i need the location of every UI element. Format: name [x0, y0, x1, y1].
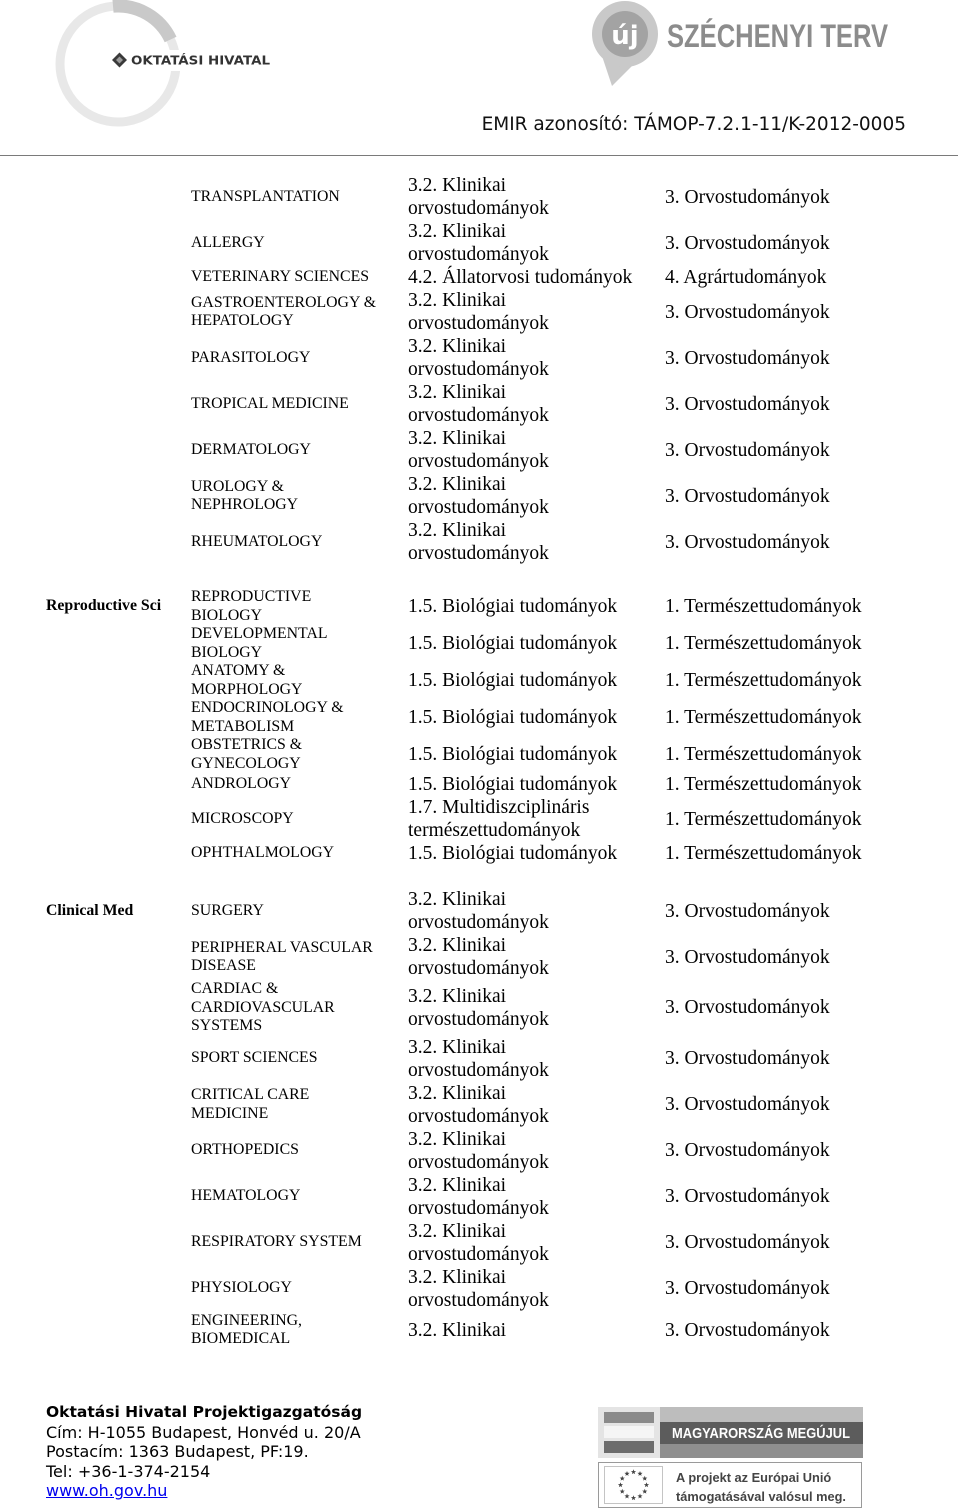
field-cell: 4.2. Állatorvosi tudományok — [408, 267, 633, 288]
group-label: Reproductive Sci — [46, 597, 162, 615]
domain-cell: 1. Természettudományok — [665, 843, 862, 864]
table-row — [0, 1266, 960, 1312]
table-row — [0, 934, 960, 980]
table-row — [0, 266, 960, 289]
field-cell: 3.2. Klinikai orvostudományok — [408, 175, 549, 219]
emir-identifier: EMIR azonosító: TÁMOP-7.2.1-11/K-2012-0005 — [481, 114, 906, 135]
field-cell: 1.5. Biológiai tudományok — [408, 774, 618, 795]
table-row — [0, 427, 960, 473]
subject-cell: RHEUMATOLOGY — [191, 532, 323, 550]
field-cell: 1.5. Biológiai tudományok — [408, 670, 618, 691]
domain-cell: 1. Természettudományok — [665, 744, 862, 765]
subject-cell: PARASITOLOGY — [191, 348, 311, 366]
subject-cell: HEMATOLOGY — [191, 1187, 301, 1205]
field-cell: 3.2. Klinikai orvostudományok — [408, 336, 549, 380]
subject-cell: OBSTETRICS & GYNECOLOGY — [191, 736, 303, 772]
flag-stripes-icon — [598, 1407, 660, 1458]
eu-logo-line2: támogatásával valósul meg. — [676, 1489, 846, 1504]
footer-phone: Tel: +36-1-374-2154 — [46, 1461, 211, 1481]
domain-cell: 3. Orvostudományok — [665, 347, 830, 369]
subject-cell: ANDROLOGY — [191, 775, 292, 793]
table-section — [0, 588, 960, 865]
domain-cell: 3. Orvostudományok — [665, 186, 830, 208]
table-row — [0, 736, 960, 773]
domain-cell: 3. Orvostudományok — [665, 232, 830, 254]
field-cell: 3.2. Klinikai — [408, 1319, 507, 1341]
field-cell: 3.2. Klinikai orvostudományok — [408, 985, 549, 1030]
field-cell: 3.2. Klinikai orvostudományok — [408, 428, 549, 472]
subject-cell: PHYSIOLOGY — [191, 1279, 292, 1297]
domain-cell: 3. Orvostudományok — [665, 1278, 830, 1299]
table-row — [0, 842, 960, 865]
header-divider — [0, 155, 958, 156]
subject-cell: PERIPHERAL VASCULAR DISEASE — [191, 938, 373, 974]
domain-cell: 1. Természettudományok — [665, 774, 862, 795]
subject-cell: CARDIAC & CARDIOVASCULAR SYSTEMS — [191, 980, 335, 1034]
subject-cell: DEVELOPMENTAL BIOLOGY — [191, 625, 327, 661]
field-cell: 1.5. Biológiai tudományok — [408, 744, 618, 765]
field-cell: 3.2. Klinikai orvostudományok — [408, 1174, 549, 1219]
domain-cell: 1. Természettudományok — [665, 596, 862, 617]
subject-cell: TROPICAL MEDICINE — [191, 394, 349, 412]
subject-cell: ANATOMY & MORPHOLOGY — [191, 662, 303, 698]
table-row — [0, 174, 960, 220]
table-row — [0, 773, 960, 796]
table-row — [0, 1220, 960, 1266]
domain-cell: 3. Orvostudományok — [665, 531, 830, 553]
table-row — [0, 796, 960, 842]
table-section — [0, 174, 960, 565]
oktatasi-hivatal-logo — [0, 0, 290, 135]
field-cell: 1.7. Multidiszciplináris természettudományok — [408, 797, 590, 841]
table-row — [0, 1036, 960, 1082]
subject-cell: SURGERY — [191, 901, 264, 919]
domain-cell: 3. Orvostudományok — [665, 1186, 830, 1207]
footer-org-name: Oktatási Hivatal Projektigazgatóság — [46, 1403, 363, 1421]
field-cell: 3.2. Klinikai orvostudományok — [408, 1036, 549, 1081]
table-row — [0, 662, 960, 699]
magyarorszag-logo-text: MAGYARORSZÁG MEGÚJUL — [672, 1425, 879, 1442]
plan-logo-badge: új — [611, 21, 639, 51]
table-section — [0, 888, 960, 1349]
domain-cell: 3. Orvostudományok — [665, 1094, 830, 1115]
field-cell: 3.2. Klinikai orvostudományok — [408, 889, 549, 933]
subject-cell: ENDOCRINOLOGY & METABOLISM — [191, 699, 344, 735]
domain-cell: 4. Agrártudományok — [665, 267, 827, 288]
website-link[interactable]: www.oh.gov.hu — [46, 1481, 168, 1501]
field-cell: 1.5. Biológiai tudományok — [408, 596, 618, 617]
subject-cell: MICROSCOPY — [191, 809, 294, 827]
field-cell: 3.2. Klinikai orvostudományok — [408, 290, 549, 334]
org-logo-text: OKTATÁSI HIVATAL — [131, 53, 256, 68]
domain-cell: 1. Természettudományok — [665, 808, 862, 830]
table-row — [0, 1174, 960, 1220]
domain-cell: 1. Természettudományok — [665, 707, 862, 728]
field-cell: 1.5. Biológiai tudományok — [408, 633, 618, 654]
plan-logo-text: SZÉCHENYI TERV — [667, 18, 889, 54]
subject-cell: OPHTHALMOLOGY — [191, 844, 335, 862]
domain-cell: 3. Orvostudományok — [665, 997, 830, 1019]
table-row — [0, 381, 960, 427]
group-label: Clinical Med — [46, 901, 134, 919]
subject-cell: TRANSPLANTATION — [191, 187, 340, 205]
domain-cell: 3. Orvostudományok — [665, 1319, 830, 1341]
field-cell: 3.2. Klinikai orvostudományok — [408, 1082, 549, 1127]
subject-cell: GASTROENTEROLOGY & HEPATOLOGY — [191, 293, 377, 329]
footer-address: Cím: H-1055 Budapest, Honvéd u. 20/A — [46, 1422, 361, 1442]
logo-ring-accent — [113, 6, 171, 40]
subject-cell: ALLERGY — [191, 233, 265, 251]
subject-cell: SPORT SCIENCES — [191, 1049, 318, 1067]
table-row — [0, 220, 960, 266]
domain-cell: 1. Természettudományok — [665, 633, 862, 654]
field-cell: 3.2. Klinikai orvostudományok — [408, 221, 549, 265]
classification-table — [0, 174, 960, 1349]
table-row — [0, 335, 960, 381]
domain-cell: 1. Természettudományok — [665, 670, 862, 691]
field-cell: 3.2. Klinikai orvostudományok — [408, 1266, 549, 1311]
domain-cell: 3. Orvostudományok — [665, 439, 830, 461]
table-row — [0, 888, 960, 934]
footer-postal-address: Postacím: 1363 Budapest, PF:19. — [46, 1442, 309, 1462]
subject-cell: DERMATOLOGY — [191, 440, 311, 458]
domain-cell: 3. Orvostudományok — [665, 1140, 830, 1161]
table-row — [0, 699, 960, 736]
field-cell: 3.2. Klinikai orvostudományok — [408, 382, 549, 426]
subject-cell: UROLOGY & NEPHROLOGY — [191, 477, 299, 513]
table-row — [0, 625, 960, 662]
field-cell: 3.2. Klinikai orvostudományok — [408, 474, 549, 518]
domain-cell: 3. Orvostudományok — [665, 301, 830, 323]
table-row — [0, 519, 960, 565]
domain-cell: 3. Orvostudományok — [665, 1048, 830, 1069]
field-cell: 1.5. Biológiai tudományok — [408, 843, 618, 864]
table-row — [0, 1128, 960, 1174]
table-row — [0, 1312, 960, 1349]
field-cell: 3.2. Klinikai orvostudományok — [408, 1128, 549, 1173]
domain-cell: 3. Orvostudományok — [665, 900, 830, 922]
domain-cell: 3. Orvostudományok — [665, 393, 830, 415]
subject-cell: CRITICAL CARE MEDICINE — [191, 1086, 310, 1122]
table-row — [0, 588, 960, 625]
field-cell: 3.2. Klinikai orvostudományok — [408, 520, 549, 564]
domain-cell: 3. Orvostudományok — [665, 1232, 830, 1253]
table-row — [0, 473, 960, 519]
field-cell: 3.2. Klinikai orvostudományok — [408, 1220, 549, 1265]
table-row — [0, 980, 960, 1036]
magyarorszag-megujul-logo — [598, 1407, 879, 1458]
szechenyi-terv-logo — [580, 0, 910, 92]
footer-logos — [596, 1404, 879, 1510]
eu-logo-line1: A projekt az Európai Unió — [676, 1470, 832, 1485]
field-cell: 3.2. Klinikai orvostudományok — [408, 935, 549, 979]
subject-cell: ENGINEERING, BIOMEDICAL — [191, 1311, 302, 1347]
domain-cell: 3. Orvostudományok — [665, 485, 830, 507]
table-row — [0, 289, 960, 335]
eu-support-logo — [599, 1463, 862, 1508]
table-row — [0, 1082, 960, 1128]
footer-contact — [46, 1403, 362, 1501]
subject-cell: RESPIRATORY SYSTEM — [191, 1233, 362, 1251]
field-cell: 1.5. Biológiai tudományok — [408, 707, 618, 728]
subject-cell: VETERINARY SCIENCES — [191, 268, 370, 286]
subject-cell: ORTHOPEDICS — [191, 1141, 299, 1159]
domain-cell: 3. Orvostudományok — [665, 946, 830, 968]
subject-cell: REPRODUCTIVE BIOLOGY — [191, 588, 312, 624]
